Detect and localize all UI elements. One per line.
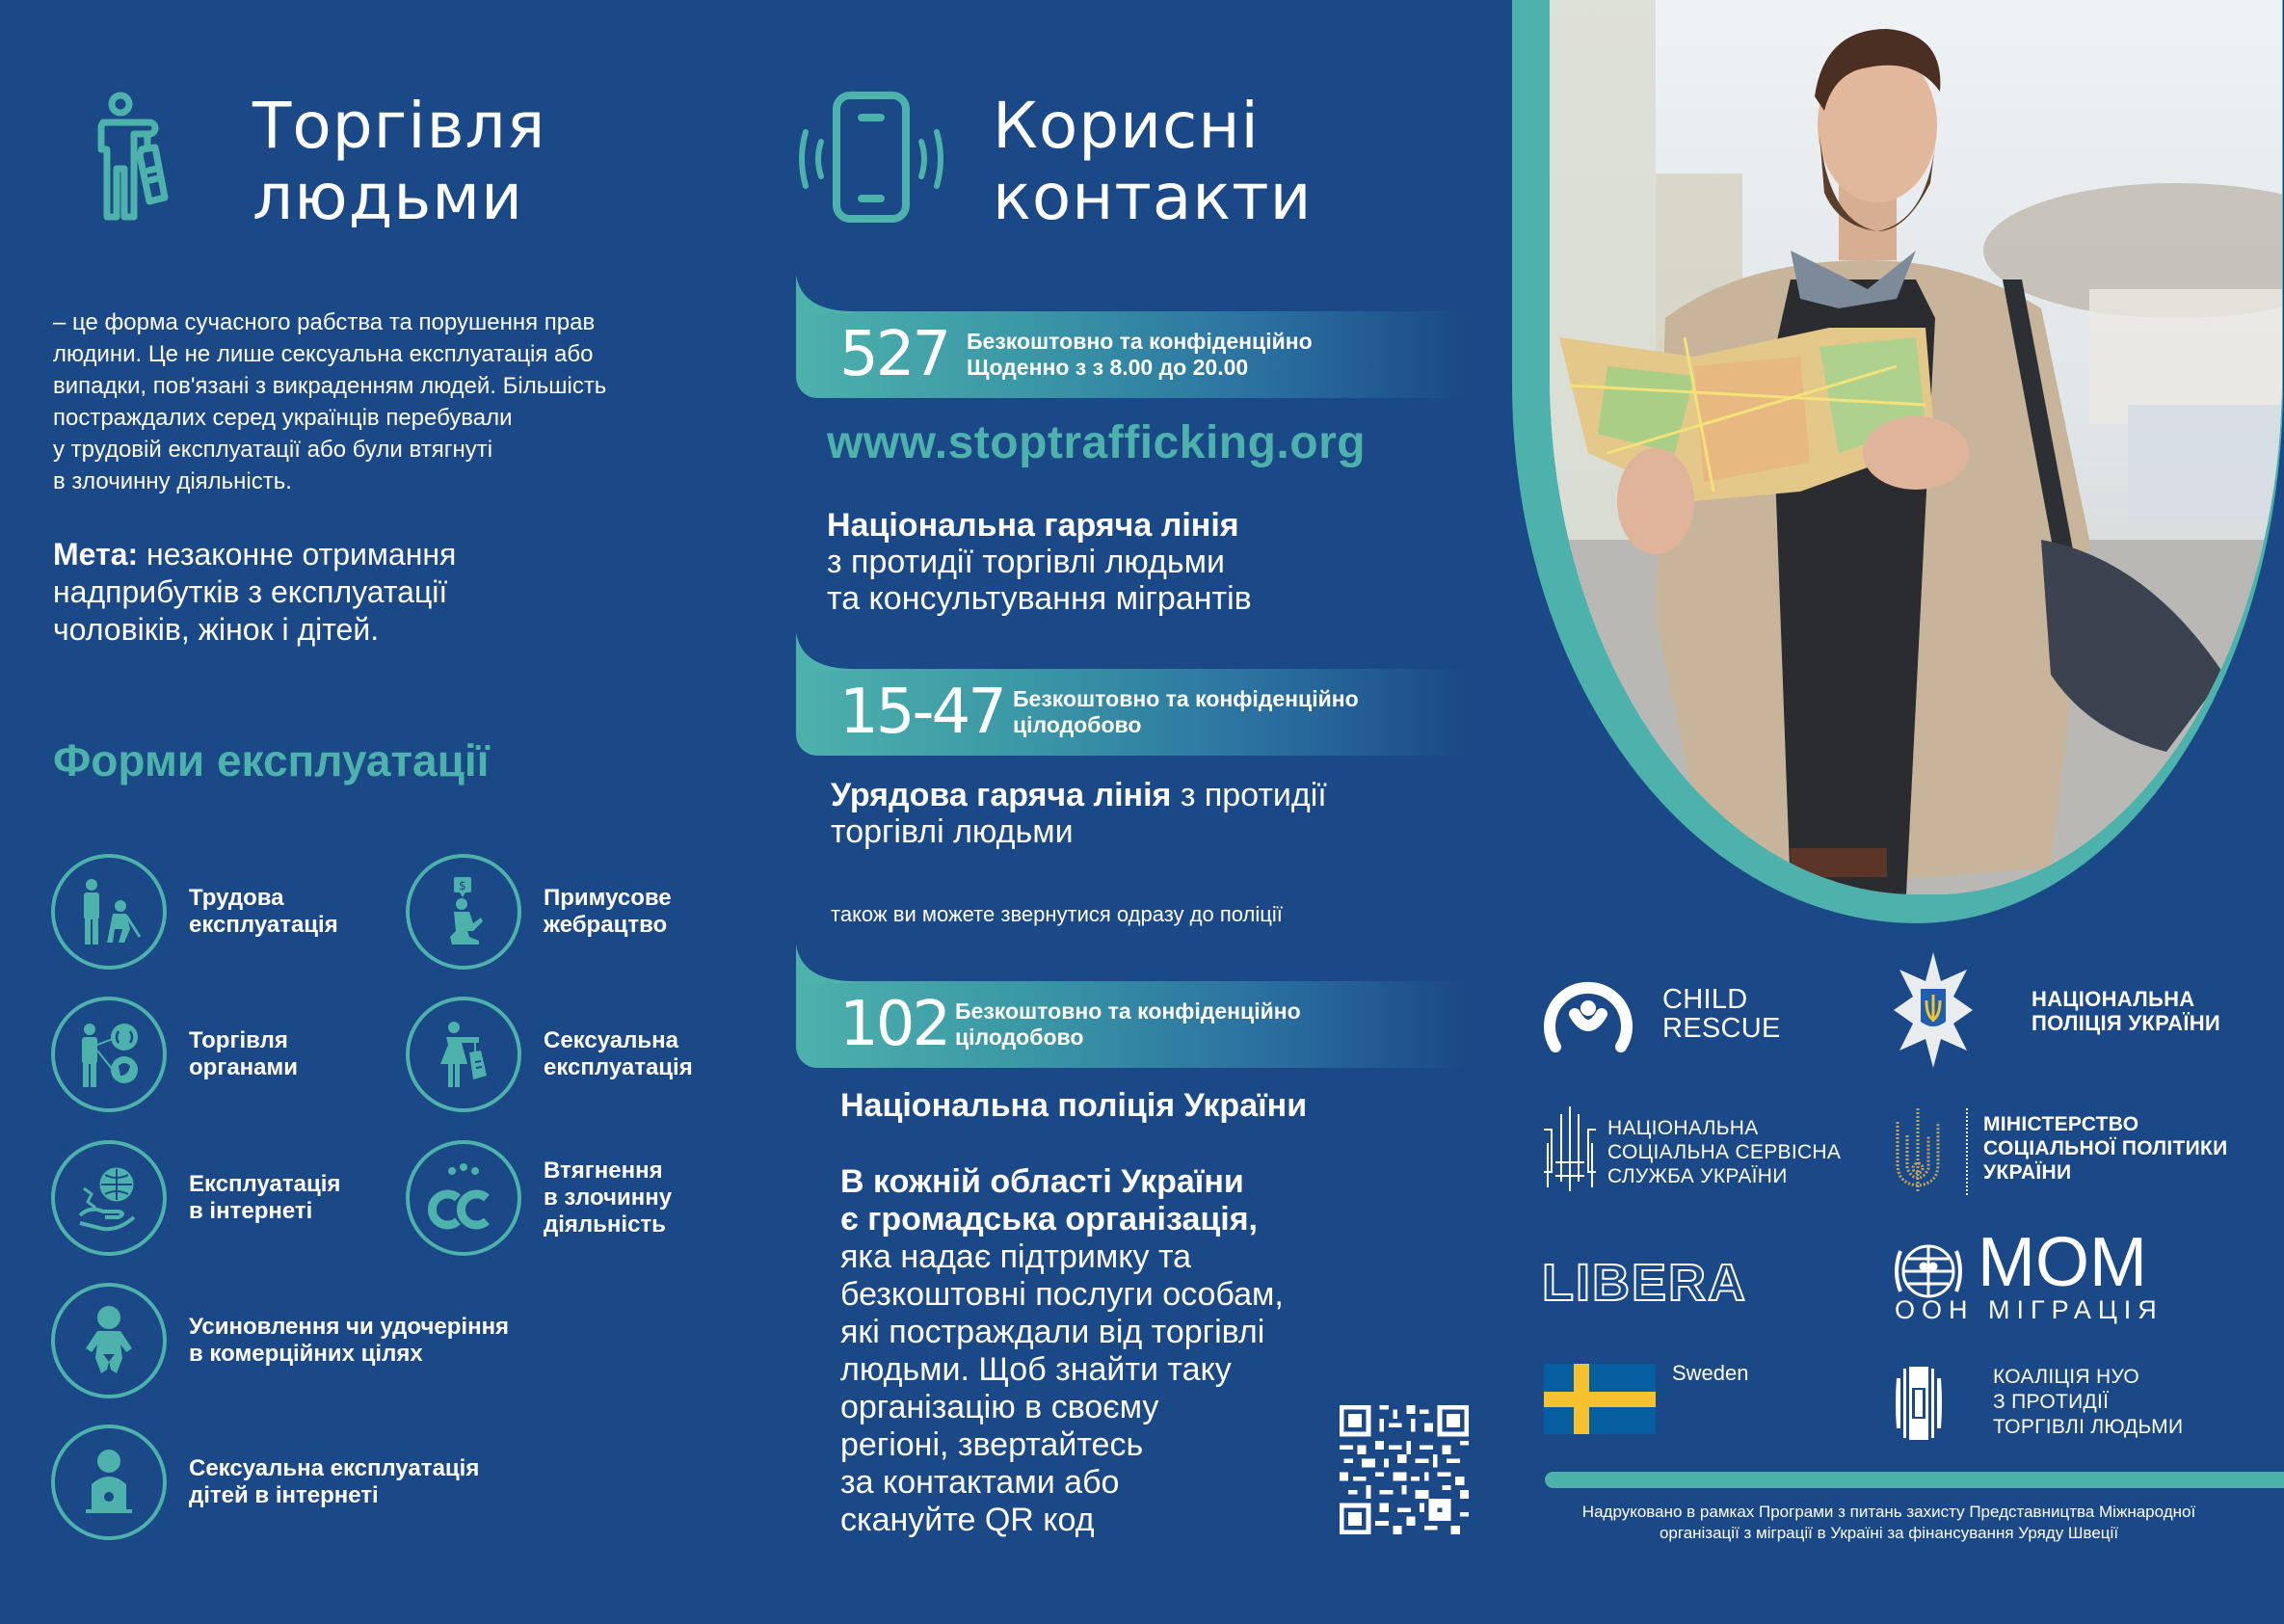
goal-line: надприбутків з експлуатації xyxy=(53,574,448,609)
hotline-number[interactable]: 15-47 xyxy=(839,677,1004,748)
ngo-line: організацію в своєму xyxy=(840,1389,1159,1425)
ngo-bold-line: В кожній області України xyxy=(840,1163,1244,1200)
form-label-line: Експлуатація xyxy=(189,1171,341,1197)
baby-icon xyxy=(51,1283,167,1398)
forms-heading: Форми експлуатації xyxy=(53,735,490,785)
sexual-exploitation-icon xyxy=(406,997,521,1112)
police-102-bar xyxy=(796,981,1471,1068)
desc-line: торгівлі людьми xyxy=(831,813,1074,850)
police-star-logo xyxy=(1894,952,1973,1068)
national-hotline-title: Національна гаряча лінія xyxy=(827,507,1239,544)
intro-line: постраждалих серед українців перебували xyxy=(53,405,513,431)
hero-photo xyxy=(1550,0,2282,894)
iom-subtitle: ООН МІГРАЦІЯ xyxy=(1895,1295,2164,1324)
intro-line: – це форма сучасного рабства та порушення прав xyxy=(53,309,596,335)
form-label-line: жебрацтво xyxy=(544,912,668,938)
ngo-line: які постраждали від торгівлі xyxy=(840,1314,1265,1350)
handcuffs-icon xyxy=(406,1140,521,1256)
logo-divider xyxy=(1966,1108,1968,1195)
child-laptop-icon xyxy=(51,1424,167,1540)
goal-line: чоловіків, жінок і дітей. xyxy=(53,612,380,647)
police-name-logo xyxy=(2032,987,2220,1035)
logo-text-line: CHILD xyxy=(1662,984,1748,1015)
form-label-line: Торгівля xyxy=(189,1027,288,1053)
footer-line: організації з міграції в Україні за фінансування Уряду Швеції xyxy=(1659,1524,2119,1542)
ngo-line: за контактами або xyxy=(840,1464,1120,1501)
logo-text-line: НАЦІОНАЛЬНА xyxy=(1607,1117,1759,1139)
form-item-child-online xyxy=(51,1424,479,1540)
hotline-hours: цілодобово xyxy=(1013,712,1142,737)
form-item-internet xyxy=(51,1140,340,1256)
form-item-sexual xyxy=(406,997,693,1112)
footer-divider xyxy=(1545,1472,2284,1488)
form-label-line: органами xyxy=(189,1054,299,1080)
logo-text-line: СОЦІАЛЬНОЇ ПОЛІТИКИ xyxy=(1983,1137,2228,1159)
form-item-organs xyxy=(51,997,298,1112)
gov-hotline-title: Урядова гаряча лінія xyxy=(831,777,1172,813)
desc-line: та консультування мігрантів xyxy=(827,580,1252,617)
logo-text-line: СОЦІАЛЬНА СЕРВІСНА xyxy=(1607,1141,1842,1163)
hotline-527-bar xyxy=(796,311,1471,398)
iom-abbr: МОМ xyxy=(1978,1224,2147,1301)
contacts-title-line-2: контакти xyxy=(993,160,1313,234)
sweden-flag-icon xyxy=(1544,1364,1656,1434)
hotline-hours: Щоденно з з 8.00 до 20.00 xyxy=(967,355,1249,380)
title-line-1: Торгівля xyxy=(252,89,546,163)
title-line-2: людьми xyxy=(252,160,523,234)
hotline-desc: Безкоштовно та конфіденційно xyxy=(967,329,1313,354)
libera-logo: LIBERA xyxy=(1542,1254,1747,1312)
internet-exploitation-icon xyxy=(51,1140,167,1256)
ministry-name xyxy=(1983,1112,2228,1185)
form-item-begging xyxy=(406,854,672,970)
nsss-name xyxy=(1607,1116,1841,1188)
vibrating-phone-icon xyxy=(798,92,952,226)
ngo-info xyxy=(840,1163,1380,1539)
logo-text-line: УКРАЇНИ xyxy=(1983,1161,2072,1184)
ngo-line: людьми. Щоб знайти таку xyxy=(840,1351,1232,1388)
form-label-line: в комерційних цілях xyxy=(189,1341,423,1367)
contacts-title-line-1: Корисні xyxy=(993,89,1260,163)
intro-line: у трудовій експлуатації або були втягнуті xyxy=(53,437,493,463)
logo-text-line: МІНІСТЕРСТВО xyxy=(1983,1113,2139,1135)
person-with-price-tag-icon xyxy=(92,92,202,226)
logo-text-line: НАЦІОНАЛЬНА xyxy=(2032,987,2195,1011)
police-note: також ви можете звернутися одразу до поліції xyxy=(831,902,1283,926)
hotline-1547-bar xyxy=(796,669,1471,756)
goal-line: незаконне отримання xyxy=(138,537,457,572)
labor-exploitation-icon xyxy=(51,854,167,970)
form-label-line: Сексуальна xyxy=(544,1027,678,1053)
form-label-line: в злочинну xyxy=(544,1185,673,1211)
footer-line: Надруковано в рамках Програми з питань захисту Представництва Міжнародної xyxy=(1581,1503,2196,1521)
nsss-trident-logo xyxy=(1542,1105,1598,1193)
ministry-trident-logo xyxy=(1894,1106,1942,1195)
intro-text xyxy=(53,306,728,497)
intro-line: в злочинну діяльність. xyxy=(53,468,292,494)
coalition-name xyxy=(1993,1365,2183,1440)
form-label-line: експлуатація xyxy=(544,1054,693,1080)
ngo-line: безкоштовні послуги особам, xyxy=(840,1276,1284,1313)
logo-text-line: RESCUE xyxy=(1662,1013,1781,1044)
child-rescue-name xyxy=(1662,985,1781,1043)
svg-text:$: $ xyxy=(459,879,466,892)
form-label-line: Примусове xyxy=(544,885,672,911)
form-label-line: дітей в інтернеті xyxy=(189,1482,379,1508)
form-label-line: Трудова xyxy=(189,885,284,911)
hotline-hours: цілодобово xyxy=(955,1025,1084,1050)
police-name: Національна поліція України xyxy=(840,1087,1308,1124)
website-link[interactable]: www.stoptrafficking.org xyxy=(827,417,1367,468)
form-label-line: в інтернеті xyxy=(189,1198,313,1224)
logo-text-line: КОАЛІЦІЯ НУО xyxy=(1993,1366,2140,1388)
form-item-labor xyxy=(51,854,338,970)
ngo-line: яка надає підтримку та xyxy=(840,1238,1192,1275)
hotline-number[interactable]: 527 xyxy=(839,319,949,390)
national-hotline-desc xyxy=(827,507,1252,617)
forced-begging-icon xyxy=(406,854,521,970)
desc-line: з протидії xyxy=(1171,777,1327,813)
hotline-desc: Безкоштовно та конфіденційно xyxy=(1013,686,1359,711)
form-label-line: Сексуальна експлуатація xyxy=(189,1455,480,1481)
goal-text xyxy=(53,536,728,649)
hotline-number[interactable]: 102 xyxy=(839,989,949,1060)
photo-frame xyxy=(1512,0,2283,923)
ngo-bold-line: є громадська організація, xyxy=(840,1201,1258,1238)
coalition-logo xyxy=(1895,1365,1943,1442)
logo-text-line: СЛУЖБА УКРАЇНИ xyxy=(1607,1165,1788,1187)
gov-hotline-desc xyxy=(831,777,1327,850)
form-item-adoption xyxy=(51,1283,509,1398)
footer-note xyxy=(1537,1502,2241,1544)
hotline-desc: Безкоштовно та конфіденційно xyxy=(955,998,1301,1024)
form-label-line: Втягнення xyxy=(544,1158,663,1184)
ngo-line: скануйте QR код xyxy=(840,1502,1095,1538)
qr-code[interactable] xyxy=(1340,1405,1469,1534)
intro-line: випадки, пов'язані з викраденням людей. Більшість xyxy=(53,373,607,399)
child-rescue-logo xyxy=(1542,966,1634,1054)
organ-trafficking-icon xyxy=(51,997,167,1112)
form-item-crime xyxy=(406,1140,672,1256)
sweden-label: Sweden xyxy=(1672,1361,1749,1385)
logo-text-line: ТОРГІВЛІ ЛЮДЬМИ xyxy=(1993,1416,2184,1438)
goal-label: Мета: xyxy=(53,537,139,572)
intro-line: людини. Це не лише сексуальна експлуатація або xyxy=(53,341,594,367)
form-label-line: експлуатація xyxy=(189,912,338,938)
desc-line: з протидії торгівлі людьми xyxy=(827,544,1225,580)
logo-text-line: З ПРОТИДІЇ xyxy=(1993,1391,2110,1413)
form-label-line: Усиновлення чи удочеріння xyxy=(189,1314,510,1340)
form-label-line: діяльність xyxy=(544,1211,666,1238)
ngo-line: регіоні, звертайтесь xyxy=(840,1426,1144,1463)
logo-text-line: ПОЛІЦІЯ УКРАЇНИ xyxy=(2032,1011,2221,1035)
